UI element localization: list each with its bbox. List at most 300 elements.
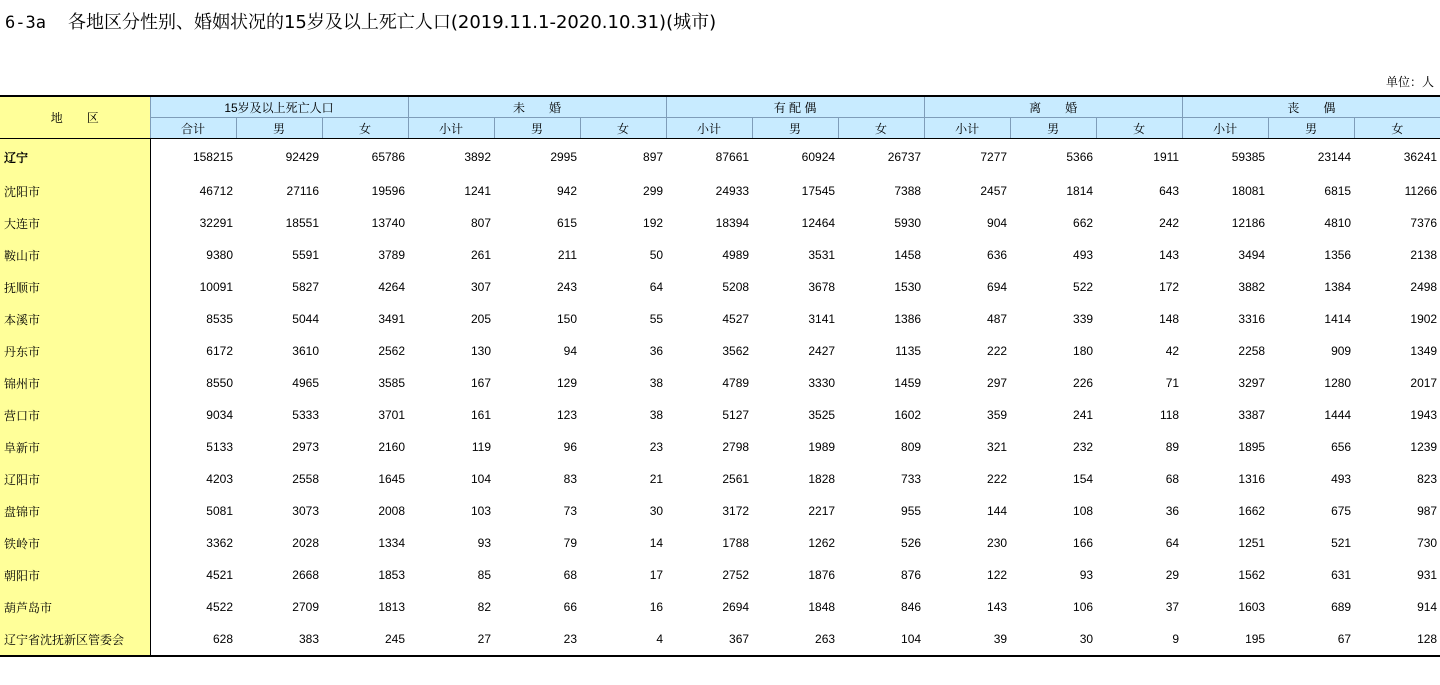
table-row bbox=[0, 559, 1440, 591]
table-row bbox=[0, 335, 1440, 367]
value-cell: 3316 bbox=[1238, 312, 1266, 326]
value-cell: 3494 bbox=[1238, 248, 1266, 262]
table-row bbox=[0, 623, 1440, 656]
sub-header: 男 bbox=[752, 118, 838, 139]
value-cell: 3789 bbox=[378, 248, 406, 262]
value-cell: 521 bbox=[1331, 536, 1352, 550]
value-cell: 656 bbox=[1331, 440, 1352, 454]
value-cell: 6172 bbox=[206, 344, 233, 358]
value-cell: 17545 bbox=[801, 184, 836, 198]
sub-header: 男 bbox=[1010, 118, 1096, 139]
value-cell: 1280 bbox=[1324, 376, 1352, 390]
region-cell: 抚顺市 bbox=[0, 271, 150, 303]
value-cell: 3701 bbox=[378, 408, 406, 422]
value-cell: 487 bbox=[987, 312, 1008, 326]
value-cell: 694 bbox=[987, 280, 1008, 294]
value-cell: 1356 bbox=[1324, 248, 1352, 262]
value-cell: 66 bbox=[563, 600, 578, 614]
value-cell: 82 bbox=[477, 600, 492, 614]
value-cell: 3491 bbox=[378, 312, 406, 326]
sub-header: 男 bbox=[1268, 118, 1354, 139]
value-cell: 122 bbox=[987, 568, 1008, 582]
value-cell: 148 bbox=[1159, 312, 1180, 326]
value-cell: 7388 bbox=[894, 184, 922, 198]
value-cell: 13740 bbox=[371, 216, 406, 230]
value-cell: 79 bbox=[563, 536, 578, 550]
table-row bbox=[0, 367, 1440, 399]
unit-label: 单位：人 bbox=[1385, 75, 1434, 89]
value-cell: 92429 bbox=[285, 150, 319, 164]
value-cell: 226 bbox=[1073, 376, 1094, 390]
region-cell: 营口市 bbox=[0, 399, 150, 431]
value-cell: 18551 bbox=[285, 216, 319, 230]
value-cell: 5366 bbox=[1066, 150, 1094, 164]
table-body bbox=[0, 139, 1440, 657]
value-cell: 904 bbox=[987, 216, 1008, 230]
value-cell: 108 bbox=[1073, 504, 1094, 518]
value-cell: 23 bbox=[649, 440, 664, 454]
table-title: 各地区分性别、婚姻状况的15岁及以上死亡人口(2019.11.1-2020.10.31)(城市) bbox=[67, 12, 717, 33]
value-cell: 3531 bbox=[808, 248, 836, 262]
value-cell: 5930 bbox=[894, 216, 922, 230]
value-cell: 2498 bbox=[1410, 280, 1438, 294]
value-cell: 2561 bbox=[722, 472, 750, 486]
region-cell: 铁岭市 bbox=[0, 527, 150, 559]
value-cell: 1316 bbox=[1238, 472, 1266, 486]
value-cell: 2995 bbox=[550, 150, 578, 164]
value-cell: 9 bbox=[1096, 623, 1182, 656]
value-cell: 339 bbox=[1073, 312, 1094, 326]
value-cell: 232 bbox=[1073, 440, 1094, 454]
sub-header: 男 bbox=[494, 118, 580, 139]
value-cell: 24933 bbox=[715, 184, 750, 198]
value-cell: 2752 bbox=[722, 568, 750, 582]
value-cell: 2558 bbox=[292, 472, 319, 486]
value-cell: 166 bbox=[1073, 536, 1094, 550]
value-cell: 5827 bbox=[292, 280, 319, 294]
value-cell: 205 bbox=[470, 312, 492, 326]
value-cell: 1602 bbox=[894, 408, 922, 422]
value-cell: 1853 bbox=[378, 568, 406, 582]
value-cell: 27116 bbox=[286, 184, 319, 198]
value-cell: 39 bbox=[924, 623, 1010, 656]
value-cell: 64 bbox=[1165, 536, 1180, 550]
value-cell: 2008 bbox=[378, 504, 406, 518]
value-cell: 94 bbox=[563, 344, 578, 358]
value-cell: 7376 bbox=[1410, 216, 1438, 230]
value-cell: 87661 bbox=[715, 150, 750, 164]
value-cell: 243 bbox=[556, 280, 578, 294]
region-cell: 锦州市 bbox=[0, 367, 150, 399]
value-cell: 2217 bbox=[808, 504, 836, 518]
value-cell: 118 bbox=[1159, 408, 1180, 422]
value-cell: 1444 bbox=[1324, 408, 1352, 422]
value-cell: 615 bbox=[556, 216, 578, 230]
region-cell: 辽宁 bbox=[0, 139, 150, 176]
value-cell: 909 bbox=[1331, 344, 1352, 358]
value-cell: 3678 bbox=[808, 280, 836, 294]
value-cell: 1828 bbox=[808, 472, 836, 486]
value-cell: 68 bbox=[563, 568, 578, 582]
value-cell: 807 bbox=[470, 216, 492, 230]
table-number: 6-3a bbox=[5, 13, 46, 33]
value-cell: 2668 bbox=[292, 568, 319, 582]
value-cell: 26737 bbox=[887, 150, 922, 164]
value-cell: 4989 bbox=[722, 248, 750, 262]
value-cell: 3330 bbox=[808, 376, 836, 390]
value-cell: 154 bbox=[1073, 472, 1094, 486]
value-cell: 6815 bbox=[1324, 184, 1352, 198]
value-cell: 103 bbox=[470, 504, 492, 518]
value-cell: 32291 bbox=[199, 216, 233, 230]
value-cell: 195 bbox=[1182, 623, 1268, 656]
sub-header: 女 bbox=[322, 118, 408, 139]
value-cell: 4521 bbox=[206, 568, 233, 582]
value-cell: 1458 bbox=[894, 248, 922, 262]
value-cell: 2427 bbox=[808, 344, 836, 358]
value-cell: 245 bbox=[322, 623, 408, 656]
value-cell: 2017 bbox=[1410, 376, 1438, 390]
value-cell: 89 bbox=[1165, 440, 1180, 454]
value-cell: 3585 bbox=[378, 376, 406, 390]
table-row bbox=[0, 239, 1440, 271]
value-cell: 180 bbox=[1073, 344, 1094, 358]
value-cell: 3882 bbox=[1238, 280, 1266, 294]
value-cell: 307 bbox=[470, 280, 492, 294]
region-cell: 朝阳市 bbox=[0, 559, 150, 591]
value-cell: 65786 bbox=[371, 150, 406, 164]
value-cell: 987 bbox=[1417, 504, 1438, 518]
value-cell: 1989 bbox=[808, 440, 836, 454]
table-row bbox=[0, 175, 1440, 207]
value-cell: 1895 bbox=[1238, 440, 1266, 454]
value-cell: 17 bbox=[649, 568, 664, 582]
value-cell: 526 bbox=[901, 536, 922, 550]
value-cell: 876 bbox=[901, 568, 922, 582]
value-cell: 2138 bbox=[1410, 248, 1438, 262]
value-cell: 321 bbox=[987, 440, 1008, 454]
value-cell: 130 bbox=[470, 344, 492, 358]
value-cell: 631 bbox=[1331, 568, 1352, 582]
value-cell: 493 bbox=[1073, 248, 1094, 262]
value-cell: 299 bbox=[643, 184, 664, 198]
table-row bbox=[0, 495, 1440, 527]
region-cell: 辽宁省沈抚新区管委会 bbox=[0, 623, 150, 656]
value-cell: 36 bbox=[649, 344, 664, 358]
value-cell: 3562 bbox=[722, 344, 750, 358]
value-cell: 1814 bbox=[1066, 184, 1094, 198]
value-cell: 1943 bbox=[1410, 408, 1438, 422]
value-cell: 241 bbox=[1073, 408, 1094, 422]
value-cell: 64 bbox=[649, 280, 664, 294]
sub-header: 女 bbox=[1096, 118, 1182, 139]
value-cell: 1876 bbox=[808, 568, 836, 582]
value-cell: 3141 bbox=[808, 312, 836, 326]
group-header-total: 15岁及以上死亡人口 bbox=[150, 96, 408, 118]
value-cell: 5081 bbox=[206, 504, 233, 518]
value-cell: 16 bbox=[649, 600, 664, 614]
data-table bbox=[0, 95, 1440, 657]
value-cell: 733 bbox=[901, 472, 922, 486]
value-cell: 29 bbox=[1165, 568, 1180, 582]
value-cell: 1562 bbox=[1238, 568, 1266, 582]
group-header-unmarried: 未 婚 bbox=[408, 96, 666, 118]
value-cell: 161 bbox=[470, 408, 492, 422]
value-cell: 55 bbox=[649, 312, 664, 326]
value-cell: 192 bbox=[643, 216, 664, 230]
value-cell: 129 bbox=[556, 376, 578, 390]
value-cell: 1386 bbox=[894, 312, 922, 326]
value-cell: 5591 bbox=[292, 248, 319, 262]
value-cell: 93 bbox=[1079, 568, 1094, 582]
value-cell: 71 bbox=[1165, 376, 1180, 390]
value-cell: 167 bbox=[470, 376, 492, 390]
value-cell: 106 bbox=[1073, 600, 1094, 614]
value-cell: 119 bbox=[471, 440, 492, 454]
value-cell: 914 bbox=[1417, 600, 1438, 614]
value-cell: 104 bbox=[470, 472, 492, 486]
region-cell: 盘锦市 bbox=[0, 495, 150, 527]
value-cell: 3172 bbox=[722, 504, 750, 518]
value-cell: 37 bbox=[1165, 600, 1180, 614]
value-cell: 7277 bbox=[980, 150, 1008, 164]
value-cell: 522 bbox=[1073, 280, 1094, 294]
value-cell: 150 bbox=[556, 312, 578, 326]
value-cell: 143 bbox=[987, 600, 1008, 614]
value-cell: 73 bbox=[563, 504, 578, 518]
value-cell: 4789 bbox=[722, 376, 750, 390]
value-cell: 27 bbox=[408, 623, 494, 656]
value-cell: 19596 bbox=[371, 184, 406, 198]
value-cell: 2709 bbox=[292, 600, 319, 614]
region-cell: 大连市 bbox=[0, 207, 150, 239]
value-cell: 123 bbox=[556, 408, 578, 422]
value-cell: 809 bbox=[901, 440, 922, 454]
value-cell: 4527 bbox=[722, 312, 750, 326]
value-cell: 955 bbox=[901, 504, 922, 518]
value-cell: 1239 bbox=[1410, 440, 1438, 454]
value-cell: 628 bbox=[150, 623, 236, 656]
value-cell: 230 bbox=[987, 536, 1008, 550]
value-cell: 897 bbox=[643, 150, 664, 164]
value-cell: 1848 bbox=[808, 600, 836, 614]
value-cell: 222 bbox=[987, 472, 1008, 486]
value-cell: 367 bbox=[666, 623, 752, 656]
value-cell: 9034 bbox=[206, 408, 233, 422]
value-cell: 222 bbox=[987, 344, 1008, 358]
group-header-widowed: 丧 偶 bbox=[1182, 96, 1440, 118]
sub-header: 男 bbox=[236, 118, 322, 139]
value-cell: 10091 bbox=[199, 280, 233, 294]
value-cell: 2028 bbox=[292, 536, 319, 550]
value-cell: 158215 bbox=[192, 150, 233, 164]
value-cell: 1645 bbox=[378, 472, 406, 486]
value-cell: 21 bbox=[649, 472, 664, 486]
value-cell: 1384 bbox=[1324, 280, 1352, 294]
value-cell: 3387 bbox=[1238, 408, 1266, 422]
region-header: 地 区 bbox=[0, 96, 150, 139]
table-row bbox=[0, 399, 1440, 431]
value-cell: 1911 bbox=[1153, 150, 1180, 164]
sub-header: 合计 bbox=[150, 118, 236, 139]
value-cell: 172 bbox=[1159, 280, 1180, 294]
value-cell: 1241 bbox=[464, 184, 492, 198]
sub-header: 小计 bbox=[924, 118, 1010, 139]
value-cell: 1334 bbox=[378, 536, 406, 550]
header-group-row bbox=[0, 96, 1440, 118]
value-cell: 143 bbox=[1159, 248, 1180, 262]
value-cell: 823 bbox=[1417, 472, 1438, 486]
value-cell: 14 bbox=[649, 536, 664, 550]
value-cell: 730 bbox=[1417, 536, 1438, 550]
value-cell: 23144 bbox=[1317, 150, 1352, 164]
value-cell: 2973 bbox=[292, 440, 319, 454]
value-cell: 67 bbox=[1268, 623, 1354, 656]
sub-header: 女 bbox=[580, 118, 666, 139]
value-cell: 42 bbox=[1165, 344, 1180, 358]
value-cell: 46712 bbox=[199, 184, 233, 198]
value-cell: 5127 bbox=[722, 408, 750, 422]
value-cell: 60924 bbox=[801, 150, 836, 164]
value-cell: 1349 bbox=[1410, 344, 1438, 358]
value-cell: 4 bbox=[580, 623, 666, 656]
value-cell: 1262 bbox=[808, 536, 836, 550]
value-cell: 3073 bbox=[292, 504, 319, 518]
region-cell: 本溪市 bbox=[0, 303, 150, 335]
value-cell: 297 bbox=[987, 376, 1008, 390]
value-cell: 242 bbox=[1159, 216, 1180, 230]
value-cell: 3362 bbox=[206, 536, 233, 550]
value-cell: 104 bbox=[838, 623, 924, 656]
value-cell: 636 bbox=[987, 248, 1008, 262]
header-sub-row bbox=[0, 118, 1440, 139]
table-row bbox=[0, 271, 1440, 303]
value-cell: 18394 bbox=[715, 216, 750, 230]
group-header-married: 有 配 偶 bbox=[666, 96, 924, 118]
value-cell: 942 bbox=[556, 184, 578, 198]
value-cell: 38 bbox=[649, 376, 664, 390]
value-cell: 1603 bbox=[1238, 600, 1266, 614]
sub-header: 小计 bbox=[1182, 118, 1268, 139]
value-cell: 18081 bbox=[1231, 184, 1266, 198]
value-cell: 4965 bbox=[292, 376, 319, 390]
value-cell: 85 bbox=[477, 568, 492, 582]
value-cell: 359 bbox=[987, 408, 1008, 422]
value-cell: 4522 bbox=[206, 600, 233, 614]
value-cell: 30 bbox=[649, 504, 664, 518]
value-cell: 4810 bbox=[1324, 216, 1352, 230]
value-cell: 38 bbox=[649, 408, 664, 422]
value-cell: 9380 bbox=[206, 248, 233, 262]
value-cell: 2798 bbox=[722, 440, 750, 454]
value-cell: 12186 bbox=[1231, 216, 1266, 230]
value-cell: 689 bbox=[1331, 600, 1352, 614]
region-cell: 葫芦岛市 bbox=[0, 591, 150, 623]
value-cell: 1788 bbox=[722, 536, 750, 550]
table-row bbox=[0, 139, 1440, 176]
sub-header: 小计 bbox=[666, 118, 752, 139]
value-cell: 643 bbox=[1159, 184, 1180, 198]
region-cell: 阜新市 bbox=[0, 431, 150, 463]
value-cell: 675 bbox=[1331, 504, 1352, 518]
value-cell: 4264 bbox=[378, 280, 406, 294]
value-cell: 68 bbox=[1165, 472, 1180, 486]
value-cell: 1135 bbox=[895, 344, 922, 358]
value-cell: 3892 bbox=[464, 150, 492, 164]
region-cell: 鞍山市 bbox=[0, 239, 150, 271]
value-cell: 846 bbox=[901, 600, 922, 614]
table-row bbox=[0, 431, 1440, 463]
value-cell: 4203 bbox=[206, 472, 233, 486]
value-cell: 2562 bbox=[378, 344, 406, 358]
value-cell: 83 bbox=[563, 472, 578, 486]
value-cell: 2457 bbox=[980, 184, 1008, 198]
sub-header: 女 bbox=[1354, 118, 1440, 139]
value-cell: 3525 bbox=[808, 408, 836, 422]
value-cell: 1813 bbox=[378, 600, 406, 614]
value-cell: 59385 bbox=[1231, 150, 1266, 164]
value-cell: 96 bbox=[563, 440, 578, 454]
value-cell: 2694 bbox=[722, 600, 750, 614]
value-cell: 263 bbox=[752, 623, 838, 656]
value-cell: 1414 bbox=[1324, 312, 1352, 326]
value-cell: 50 bbox=[649, 248, 664, 262]
value-cell: 36 bbox=[1165, 504, 1180, 518]
value-cell: 30 bbox=[1010, 623, 1096, 656]
value-cell: 3297 bbox=[1238, 376, 1266, 390]
value-cell: 2258 bbox=[1238, 344, 1266, 358]
value-cell: 36241 bbox=[1403, 150, 1438, 164]
value-cell: 1459 bbox=[894, 376, 922, 390]
group-header-divorced: 离 婚 bbox=[924, 96, 1182, 118]
value-cell: 5333 bbox=[292, 408, 319, 422]
value-cell: 23 bbox=[494, 623, 580, 656]
value-cell: 2160 bbox=[378, 440, 406, 454]
region-cell: 丹东市 bbox=[0, 335, 150, 367]
value-cell: 144 bbox=[987, 504, 1008, 518]
value-cell: 5133 bbox=[206, 440, 233, 454]
sub-header: 小计 bbox=[408, 118, 494, 139]
region-cell: 辽阳市 bbox=[0, 463, 150, 495]
table-row bbox=[0, 463, 1440, 495]
page-title bbox=[5, 8, 716, 34]
value-cell: 12464 bbox=[801, 216, 836, 230]
table-row bbox=[0, 591, 1440, 623]
value-cell: 93 bbox=[477, 536, 492, 550]
sub-header: 女 bbox=[838, 118, 924, 139]
value-cell: 5044 bbox=[292, 312, 319, 326]
value-cell: 383 bbox=[236, 623, 322, 656]
value-cell: 8535 bbox=[206, 312, 233, 326]
region-cell: 沈阳市 bbox=[0, 175, 150, 207]
value-cell: 1251 bbox=[1238, 536, 1266, 550]
table-row bbox=[0, 527, 1440, 559]
table-row bbox=[0, 207, 1440, 239]
value-cell: 931 bbox=[1417, 568, 1438, 582]
value-cell: 493 bbox=[1331, 472, 1352, 486]
value-cell: 261 bbox=[470, 248, 492, 262]
value-cell: 11266 bbox=[1404, 184, 1438, 198]
table-row bbox=[0, 303, 1440, 335]
value-cell: 3610 bbox=[292, 344, 319, 358]
value-cell: 211 bbox=[557, 248, 578, 262]
value-cell: 1662 bbox=[1238, 504, 1266, 518]
value-cell: 8550 bbox=[206, 376, 233, 390]
value-cell: 128 bbox=[1354, 623, 1440, 656]
value-cell: 662 bbox=[1073, 216, 1094, 230]
value-cell: 1902 bbox=[1410, 312, 1438, 326]
value-cell: 5208 bbox=[722, 280, 750, 294]
